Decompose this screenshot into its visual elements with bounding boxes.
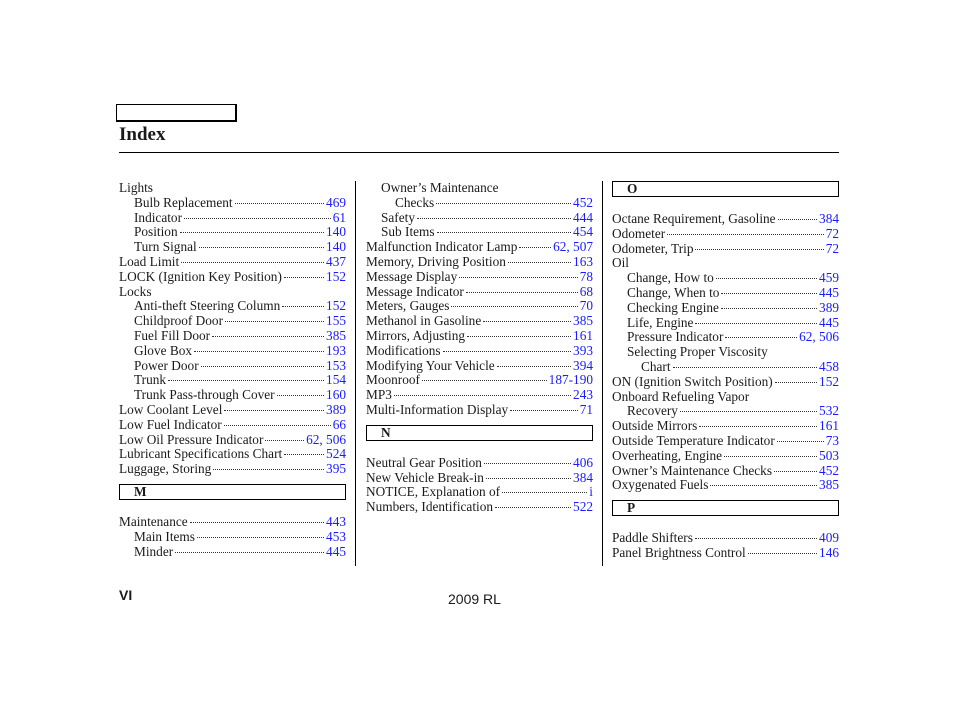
- index-entry-label: Odometer: [612, 225, 666, 241]
- dot-leader: [436, 202, 571, 204]
- index-entry-label: Mirrors, Adjusting: [366, 327, 465, 343]
- page-reference-link[interactable]: 62, 506: [799, 329, 839, 345]
- dot-leader: [710, 484, 817, 486]
- page-reference-link[interactable]: 454: [573, 224, 593, 240]
- page-reference-link[interactable]: 140: [326, 239, 346, 255]
- index-entry-label: Low Fuel Indicator: [119, 416, 222, 432]
- dot-leader: [510, 409, 578, 411]
- page-reference-link[interactable]: 161: [573, 327, 593, 343]
- page-reference-link[interactable]: 444: [573, 209, 593, 225]
- index-entry[interactable]: [366, 240, 593, 255]
- index-column-left: [119, 181, 346, 559]
- index-heading-entry: Locks: [119, 283, 152, 299]
- index-entry[interactable]: [612, 301, 839, 316]
- dot-leader: [225, 320, 324, 322]
- index-entry-label: Fuel Fill Door: [134, 327, 211, 343]
- dot-leader: [190, 521, 324, 523]
- dot-leader: [199, 246, 324, 248]
- entries-p: [612, 531, 839, 561]
- index-entry[interactable]: [612, 531, 839, 546]
- page-reference-link[interactable]: 155: [326, 313, 346, 329]
- dot-leader: [519, 246, 551, 248]
- index-entry[interactable]: [119, 418, 346, 433]
- index-entry-label: Anti-theft Steering Column: [134, 298, 281, 314]
- index-entry-label: Paddle Shifters: [612, 530, 693, 546]
- dot-leader: [437, 231, 571, 233]
- page-reference-link[interactable]: 443: [326, 513, 346, 529]
- index-entry-label: Life, Engine: [627, 314, 694, 330]
- dot-leader: [265, 439, 304, 441]
- page-reference-link[interactable]: 163: [573, 253, 593, 269]
- index-entry[interactable]: [366, 373, 593, 388]
- index-entry-label: New Vehicle Break-in: [366, 469, 484, 485]
- section-header-n: N: [366, 425, 593, 441]
- dot-leader: [184, 217, 331, 219]
- index-entry-label: Change, How to: [627, 270, 714, 286]
- index-entry-label: Owner’s Maintenance Checks: [612, 462, 773, 478]
- column-divider: [602, 181, 603, 566]
- index-entry-label: Odometer, Trip: [612, 240, 694, 256]
- page-reference-link[interactable]: 160: [326, 387, 346, 403]
- index-entry[interactable]: [119, 545, 346, 560]
- index-entry[interactable]: [366, 196, 593, 211]
- index-entry-label: Trunk Pass-through Cover: [134, 387, 275, 403]
- index-entry[interactable]: [119, 270, 346, 285]
- page-reference-link[interactable]: 524: [326, 446, 346, 462]
- index-entry-label: Low Oil Pressure Indicator: [119, 431, 264, 447]
- index-entry-label: Change, When to: [627, 284, 720, 300]
- index-entry[interactable]: [612, 360, 839, 375]
- index-entry[interactable]: [119, 196, 346, 211]
- index-entry[interactable]: [119, 255, 346, 270]
- index-entry-label: Multi-Information Display: [366, 401, 509, 417]
- page-number: VI: [119, 587, 133, 603]
- index-entry-label: Safety: [381, 209, 415, 225]
- dot-leader: [443, 350, 571, 352]
- page-reference-link[interactable]: 389: [326, 401, 346, 417]
- dot-leader: [667, 233, 824, 235]
- page-reference-link[interactable]: 469: [326, 194, 346, 210]
- dot-leader: [777, 440, 824, 442]
- index-entry[interactable]: [366, 456, 593, 471]
- index-entry[interactable]: [119, 373, 346, 388]
- page-reference-link[interactable]: 393: [573, 342, 593, 358]
- entries-m-cont: [366, 181, 593, 418]
- index-entry-label: Moonroof: [366, 372, 420, 388]
- index-entry[interactable]: [612, 419, 839, 434]
- dot-leader: [721, 292, 817, 294]
- index-entry-label: Minder: [134, 543, 174, 559]
- index-entry-label: Pressure Indicator: [627, 329, 724, 345]
- page-reference-link[interactable]: 532: [819, 403, 839, 419]
- dot-leader: [168, 379, 324, 381]
- page-reference-link[interactable]: 66: [332, 416, 346, 432]
- index-entry-label: Sub Items: [381, 224, 435, 240]
- index-entry[interactable]: [366, 255, 593, 270]
- page-reference-link[interactable]: 72: [825, 225, 839, 241]
- index-entry-label: Modifications: [366, 342, 441, 358]
- index-entry[interactable]: [612, 404, 839, 419]
- index-entry[interactable]: [119, 433, 346, 448]
- index-entry[interactable]: [612, 330, 839, 345]
- index-heading-entry: Selecting Proper Viscosity: [627, 344, 768, 360]
- dot-leader: [497, 365, 571, 367]
- page-reference-link[interactable]: 243: [573, 387, 593, 403]
- index-column-middle: [366, 181, 593, 515]
- index-entry-label: Load Limit: [119, 253, 180, 269]
- index-entry[interactable]: [612, 434, 839, 449]
- dot-leader: [451, 305, 577, 307]
- index-entry-label: Methanol in Gasoline: [366, 313, 482, 329]
- index-entry-label: Recovery: [627, 403, 678, 419]
- index-entry[interactable]: [366, 225, 593, 240]
- dot-leader: [175, 551, 324, 553]
- page-reference-link[interactable]: 384: [573, 469, 593, 485]
- index-entry[interactable]: [119, 447, 346, 462]
- index-entry[interactable]: [366, 314, 593, 329]
- page-reference-link[interactable]: 445: [819, 314, 839, 330]
- dot-leader: [277, 394, 324, 396]
- index-entry[interactable]: [119, 225, 346, 240]
- index-entry[interactable]: [612, 316, 839, 331]
- entries-o: [612, 212, 839, 493]
- index-entry[interactable]: [612, 242, 839, 257]
- index-heading-entry: Onboard Refueling Vapor: [612, 388, 750, 404]
- index-entry-label: Malfunction Indicator Lamp: [366, 239, 518, 255]
- page-reference-link[interactable]: 72: [825, 240, 839, 256]
- dot-leader: [502, 491, 587, 493]
- index-entry-label: Bulb Replacement: [134, 194, 233, 210]
- index-entry[interactable]: [366, 270, 593, 285]
- index-entry[interactable]: [366, 211, 593, 226]
- page-reference-link[interactable]: 61: [332, 209, 346, 225]
- index-entry-label: Low Coolant Level: [119, 401, 223, 417]
- index-entry-label: Message Display: [366, 268, 458, 284]
- index-entry-label: Indicator: [134, 209, 182, 225]
- index-entry-label: Maintenance: [119, 513, 188, 529]
- dot-leader: [284, 453, 324, 455]
- index-entry[interactable]: [119, 462, 346, 477]
- index-entry[interactable]: [612, 375, 839, 390]
- page-reference-link[interactable]: 394: [573, 357, 593, 373]
- dot-leader: [212, 335, 324, 337]
- dot-leader: [282, 305, 324, 307]
- index-entry[interactable]: [366, 500, 593, 515]
- index-entry-label: Power Door: [134, 357, 199, 373]
- index-heading-entry: Owner’s Maintenance: [381, 180, 499, 195]
- page-reference-link[interactable]: 152: [326, 298, 346, 314]
- index-entry-label: Neutral Gear Position: [366, 454, 482, 470]
- index-entry-label: MP3: [366, 387, 392, 403]
- index-entry-label: Main Items: [134, 528, 195, 544]
- index-entry-label: Luggage, Storing: [119, 461, 212, 477]
- index-column-right: [612, 181, 839, 561]
- page-reference-link[interactable]: 161: [819, 418, 839, 434]
- index-heading-entry: Lights: [119, 180, 153, 195]
- page-title: Index: [119, 124, 166, 145]
- page-reference-link[interactable]: 445: [819, 284, 839, 300]
- dot-leader: [213, 468, 324, 470]
- title-rule: [119, 152, 839, 153]
- dot-leader: [508, 261, 571, 263]
- index-entry[interactable]: [366, 471, 593, 486]
- index-entry[interactable]: [612, 464, 839, 479]
- page-reference-link[interactable]: 152: [819, 373, 839, 389]
- page-reference-link[interactable]: 395: [326, 461, 346, 477]
- dot-leader: [181, 261, 324, 263]
- page-reference-link[interactable]: 452: [573, 194, 593, 210]
- entries-n: [366, 456, 593, 515]
- page-reference-link[interactable]: 459: [819, 270, 839, 286]
- page-reference-link[interactable]: 187-190: [548, 372, 593, 388]
- dot-leader: [695, 537, 817, 539]
- index-entry[interactable]: [119, 515, 346, 530]
- dot-leader: [748, 552, 817, 554]
- index-entry[interactable]: [612, 286, 839, 301]
- dot-leader: [695, 322, 817, 324]
- page-reference-link[interactable]: 385: [819, 477, 839, 493]
- index-entry-label: Modifying Your Vehicle: [366, 357, 495, 373]
- dot-leader: [716, 277, 817, 279]
- dot-leader: [224, 409, 324, 411]
- page-reference-link[interactable]: 193: [326, 342, 346, 358]
- index-entry[interactable]: [366, 285, 593, 300]
- page-reference-link[interactable]: 68: [579, 283, 593, 299]
- index-entry[interactable]: [119, 388, 346, 403]
- index-entry-label: Checking Engine: [627, 299, 719, 315]
- index-entry-label: Checks: [395, 194, 435, 210]
- dot-leader: [284, 276, 324, 278]
- index-entry[interactable]: [366, 388, 593, 403]
- page-reference-link[interactable]: 406: [573, 454, 593, 470]
- dot-leader: [459, 276, 577, 278]
- index-entry-label: Meters, Gauges: [366, 298, 450, 314]
- index-entry-label: Memory, Driving Position: [366, 253, 506, 269]
- page-reference-link[interactable]: 73: [825, 432, 839, 448]
- page-reference-link[interactable]: 452: [819, 462, 839, 478]
- dot-leader: [774, 470, 817, 472]
- index-entry-label: Octane Requirement, Gasoline: [612, 211, 776, 226]
- page-reference-link[interactable]: 153: [326, 357, 346, 373]
- page-reference-link[interactable]: 437: [326, 253, 346, 269]
- dot-leader: [699, 425, 817, 427]
- section-header-o: O: [612, 181, 839, 197]
- model-label: 2009 RL: [448, 591, 501, 607]
- index-entry[interactable]: [366, 299, 593, 314]
- page-reference-link[interactable]: 385: [326, 327, 346, 343]
- index-entry-label: Overheating, Engine: [612, 447, 723, 463]
- index-entry[interactable]: [366, 403, 593, 418]
- index-entry-label: ON (Ignition Switch Position): [612, 373, 773, 389]
- index-entry-label: Outside Mirrors: [612, 418, 698, 434]
- index-entry[interactable]: [612, 546, 839, 561]
- index-entry[interactable]: [366, 329, 593, 344]
- index-entry[interactable]: [119, 359, 346, 374]
- dot-leader: [778, 218, 817, 220]
- dot-leader: [180, 231, 324, 233]
- page-reference-link[interactable]: 62, 506: [306, 431, 346, 447]
- entries-m: [119, 515, 346, 559]
- dot-leader: [673, 366, 818, 368]
- index-entry-label: Glove Box: [134, 342, 192, 358]
- page-reference-link[interactable]: 384: [819, 211, 839, 226]
- page-reference-link[interactable]: 71: [579, 401, 593, 417]
- index-entry[interactable]: [119, 240, 346, 255]
- page-reference-link[interactable]: 154: [326, 372, 346, 388]
- index-entry-label: Childproof Door: [134, 313, 224, 329]
- page-reference-link[interactable]: 389: [819, 299, 839, 315]
- index-entry-label: Oxygenated Fuels: [612, 477, 709, 493]
- index-entry[interactable]: [612, 227, 839, 242]
- dot-leader: [483, 320, 571, 322]
- dot-leader: [775, 381, 817, 383]
- dot-leader: [495, 506, 571, 508]
- index-entry-label: Numbers, Identification: [366, 499, 494, 515]
- dot-leader: [201, 365, 324, 367]
- index-entry[interactable]: [366, 344, 593, 359]
- index-entry-label: Outside Temperature Indicator: [612, 432, 775, 448]
- index-entry-label: Panel Brightness Control: [612, 544, 746, 560]
- dot-leader: [721, 307, 817, 309]
- index-entry[interactable]: [119, 211, 346, 226]
- dot-leader: [725, 336, 797, 338]
- index-entry[interactable]: [119, 344, 346, 359]
- dot-leader: [422, 379, 547, 381]
- page-reference-link[interactable]: 453: [326, 528, 346, 544]
- page-reference-link[interactable]: 522: [573, 499, 593, 515]
- page-reference-link[interactable]: 445: [326, 543, 346, 559]
- index-entry[interactable]: [119, 299, 346, 314]
- dot-leader: [680, 410, 817, 412]
- index-entry[interactable]: [612, 271, 839, 286]
- index-entry-label: Message Indicator: [366, 283, 464, 299]
- page-reference-link[interactable]: 409: [819, 530, 839, 546]
- index-entry[interactable]: [612, 478, 839, 493]
- dot-leader: [695, 248, 823, 250]
- section-header-m: M: [119, 484, 346, 500]
- index-entry[interactable]: [119, 314, 346, 329]
- page-reference-link[interactable]: 140: [326, 224, 346, 240]
- section-header-p: P: [612, 500, 839, 516]
- dot-leader: [724, 455, 817, 457]
- dot-leader: [194, 350, 324, 352]
- column-divider: [355, 181, 356, 566]
- index-entry-label: Trunk: [134, 372, 167, 388]
- page-reference-link[interactable]: 146: [819, 544, 839, 560]
- index-entry[interactable]: [366, 359, 593, 374]
- entries-l: [119, 181, 346, 477]
- page-reference-link[interactable]: 152: [326, 268, 346, 284]
- dot-leader: [486, 477, 571, 479]
- dot-leader: [394, 394, 571, 396]
- page-reference-link[interactable]: 70: [579, 298, 593, 314]
- dot-leader: [417, 217, 571, 219]
- index-entry[interactable]: [612, 212, 839, 227]
- index-entry-label: Chart: [641, 358, 671, 374]
- index-entry-label: LOCK (Ignition Key Position): [119, 268, 282, 284]
- index-entry-label: Turn Signal: [134, 239, 197, 255]
- index-heading-entry: Oil: [612, 255, 629, 271]
- dot-leader: [484, 462, 571, 464]
- page-reference-link[interactable]: 503: [819, 447, 839, 463]
- page-reference-link[interactable]: 62, 507: [553, 239, 593, 255]
- page-reference-link[interactable]: 385: [573, 313, 593, 329]
- page-reference-link[interactable]: 458: [819, 358, 839, 374]
- dot-leader: [224, 424, 331, 426]
- dot-leader: [466, 291, 578, 293]
- index-entry-label: Position: [134, 224, 178, 240]
- header-tab-box: [116, 104, 237, 122]
- page-reference-link[interactable]: i: [589, 484, 593, 500]
- index-entry[interactable]: [119, 403, 346, 418]
- index-entry[interactable]: [612, 449, 839, 464]
- dot-leader: [197, 536, 324, 538]
- index-entry-label: NOTICE, Explanation of: [366, 484, 501, 500]
- dot-leader: [235, 202, 324, 204]
- index-entry[interactable]: [119, 329, 346, 344]
- index-entry[interactable]: [119, 530, 346, 545]
- dot-leader: [467, 335, 571, 337]
- index-entry[interactable]: [366, 485, 593, 500]
- page-reference-link[interactable]: 78: [579, 268, 593, 284]
- index-entry-label: Lubricant Specifications Chart: [119, 446, 283, 462]
